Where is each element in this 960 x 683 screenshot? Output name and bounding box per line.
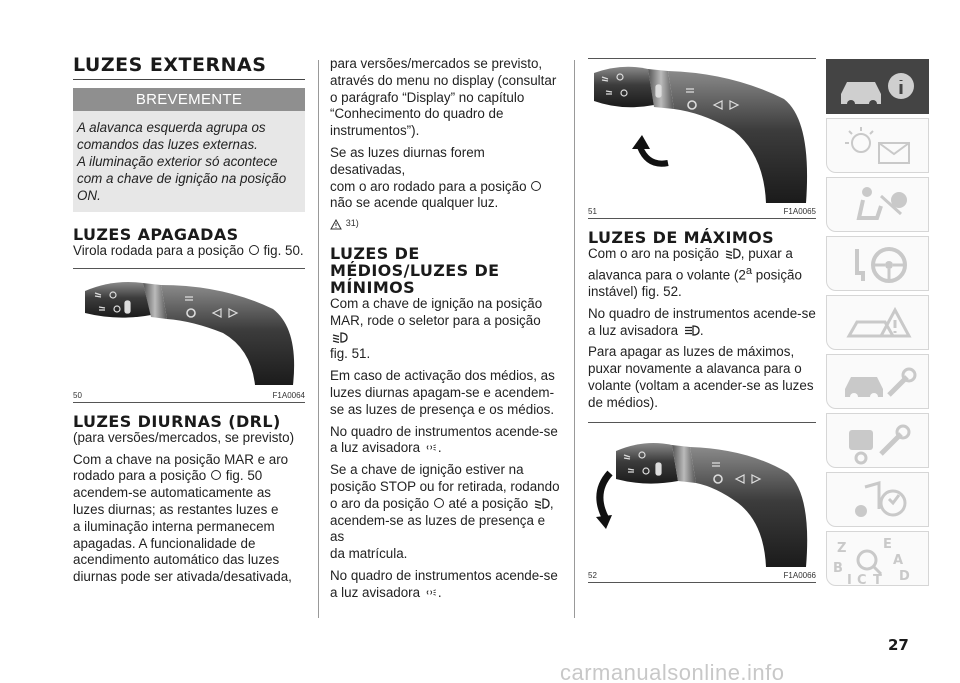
- tab-safety[interactable]: [826, 177, 929, 232]
- figure-number: 52: [588, 570, 597, 580]
- light-stalk-illustration: [588, 59, 816, 207]
- text-line: [588, 263, 816, 284]
- off-position-icon: [211, 470, 221, 480]
- text-line: através do menu no display (consultar: [330, 72, 557, 88]
- airbag-seat-icon: [827, 178, 930, 233]
- column-divider: [318, 60, 319, 618]
- figure-50: [73, 268, 305, 403]
- text-run: até a posição: [448, 495, 529, 511]
- watermark: carmanualsonline.info: [560, 660, 785, 683]
- figure-code: F1A0065: [783, 207, 816, 216]
- text-run: Virola rodada para a posição: [73, 243, 244, 258]
- text-run: Com o aro na posição: [588, 246, 720, 261]
- svg-text:E: E: [883, 537, 892, 552]
- svg-text:C: C: [857, 573, 867, 587]
- diurnas-continued: [330, 56, 562, 235]
- text-run: fig. 50: [225, 468, 263, 484]
- figure-52: [588, 422, 816, 583]
- diurnas-text: [73, 430, 305, 586]
- text-line: de médios).: [588, 394, 658, 410]
- diurnas-title: LUZES DIURNAS (DRL): [73, 411, 281, 431]
- column-1: [73, 56, 305, 586]
- brevemente-line: comandos das luzes externas.: [77, 137, 258, 152]
- text-run: MAR, rode o seletor para a posição: [330, 312, 541, 328]
- svg-text:T: T: [873, 573, 882, 587]
- figure-number: 50: [73, 390, 82, 400]
- brevemente-text: [73, 111, 305, 204]
- note-line: [330, 215, 562, 235]
- brevemente-line: com a chave de ignição na posição: [77, 171, 287, 186]
- maximos-text: [588, 246, 816, 412]
- svg-text:I: I: [847, 573, 852, 587]
- text-line: não se acende qualquer luz.: [330, 195, 499, 211]
- text-line: a luz avisadora .: [588, 322, 704, 338]
- figure-51: [588, 58, 816, 219]
- text-line: diurnas pode ser ativada/desativada,: [73, 569, 292, 585]
- specifications-icon: [827, 414, 930, 469]
- section-title: LUZES EXTERNAS: [73, 54, 267, 76]
- stalk-svg: [588, 59, 816, 207]
- high-beam-icon: [684, 325, 700, 336]
- text-line: instável) fig. 52.: [588, 284, 682, 300]
- column-3: [588, 56, 816, 583]
- text-line: [330, 179, 562, 196]
- note-reference[interactable]: 31): [345, 218, 359, 229]
- chapter-tabs: [826, 59, 929, 590]
- tab-car-info[interactable]: [826, 59, 929, 114]
- low-beam-icon: [332, 332, 348, 343]
- text-line: acendimento automático das luzes: [73, 552, 280, 568]
- svg-text:D: D: [899, 569, 910, 584]
- svg-text:B: B: [833, 561, 843, 576]
- text-line: Em caso de activação dos médios, as: [330, 368, 555, 384]
- text-line: posição STOP ou for retirada, rodando: [330, 478, 560, 494]
- text-line: [330, 313, 562, 347]
- text-run: a luz avisadora: [588, 322, 679, 338]
- text-line: No quadro de instrumentos acende-se: [588, 305, 816, 321]
- tab-emergency[interactable]: [826, 295, 929, 350]
- brevemente-line: ON.: [77, 188, 101, 203]
- text-line: o parágrafo “Display” no capítulo: [330, 89, 525, 105]
- medios-text: [330, 296, 562, 602]
- text-line: se as luzes de presença e os médios.: [330, 401, 555, 417]
- text-line: Para apagar as luzes de máximos,: [588, 344, 795, 360]
- text-run: posição: [755, 267, 802, 283]
- column-2: [330, 56, 562, 602]
- figure-caption: [588, 207, 816, 219]
- text-line: No quadro de instrumentos acende-se: [330, 423, 558, 439]
- figure-caption: [73, 391, 305, 403]
- text-line: da matrícula.: [330, 546, 408, 562]
- text-run: a luz avisadora: [330, 584, 421, 600]
- apagadas-text: [73, 243, 305, 260]
- text-run: com o aro rodado para a posição: [330, 178, 527, 194]
- text-line: o aro da posição até a posição ,: [330, 495, 554, 511]
- figure-code: F1A0064: [272, 390, 305, 400]
- text-line: [73, 468, 305, 485]
- text-line: fig. 51.: [330, 346, 371, 362]
- position-lights-icon: [426, 587, 438, 598]
- dashboard-lights-icon: [827, 119, 930, 174]
- text-line: volante (voltam a acender-se as luzes: [588, 378, 814, 394]
- title-line: LUZES DE: [330, 243, 420, 263]
- svg-text:A: A: [893, 553, 904, 568]
- text-line: No quadro de instrumentos acende-se: [330, 567, 558, 583]
- warning-breakdown-icon: [827, 296, 930, 351]
- text-line: apagadas. A funcionalidade de: [73, 535, 256, 551]
- text-line: Com a chave na posição MAR e aro: [73, 451, 289, 467]
- tab-dashboard-lights[interactable]: [826, 118, 929, 173]
- page-number: 27: [888, 636, 909, 654]
- figure-caption: [588, 571, 816, 583]
- text-line: luzes diurnas apagam-se e acendem-: [330, 384, 555, 400]
- tab-technical-data[interactable]: [826, 413, 929, 468]
- apagadas-title: LUZES APAGADAS: [73, 225, 239, 244]
- text-line: instrumentos”).: [330, 123, 420, 139]
- text-line: [588, 246, 816, 263]
- text-line: acendem-se as luzes de presença e as: [330, 512, 546, 545]
- light-stalk-illustration: [588, 423, 816, 571]
- stalk-svg: [588, 423, 816, 571]
- column-divider: [574, 60, 575, 618]
- text-line: Se as luzes diurnas forem desativadas,: [330, 144, 485, 177]
- text-line: Se a chave de ignição estiver na: [330, 462, 524, 478]
- tab-maintenance[interactable]: [826, 354, 929, 409]
- text-run: o aro da posição: [330, 495, 430, 511]
- text-run: , puxar a: [740, 246, 793, 261]
- steering-key-icon: [827, 237, 930, 292]
- off-position-icon: [434, 498, 444, 508]
- tab-index[interactable]: [826, 531, 929, 586]
- text-run: rodado para a posição: [73, 468, 207, 484]
- text-line: para versões/mercados se previsto,: [330, 56, 543, 71]
- figure-code: F1A0066: [783, 570, 816, 580]
- car-info-icon: [827, 60, 930, 115]
- brevemente-line: A iluminação exterior só acontece: [77, 154, 278, 169]
- title-rule: [73, 79, 305, 80]
- text-run: fig. 50.: [263, 243, 304, 258]
- position-lights-icon: [426, 442, 438, 453]
- stalk-svg: [73, 269, 305, 391]
- text-line: “Conhecimento do quadro de: [330, 106, 504, 122]
- tab-starting-driving[interactable]: [826, 236, 929, 291]
- low-beam-icon: [534, 498, 550, 509]
- multimedia-icon: [827, 473, 930, 528]
- brevemente-line: A alavanca esquerda agrupa os: [77, 120, 266, 135]
- text-line: a luz avisadora .: [330, 584, 442, 600]
- medios-title: [330, 245, 562, 296]
- figure-number: 51: [588, 207, 597, 216]
- text-run: a luz avisadora: [330, 440, 421, 456]
- text-line: (para versões/mercados, se previsto): [73, 429, 295, 445]
- warning-triangle-icon: [330, 219, 342, 230]
- text-line: Com a chave de ignição na posição: [330, 295, 543, 311]
- superscript: a: [745, 264, 753, 277]
- car-service-icon: [827, 355, 930, 410]
- title-line: MÉDIOS/LUZES DE: [330, 260, 500, 280]
- off-position-icon: [531, 181, 541, 191]
- text-line: luzes diurnas; as restantes luzes e: [73, 501, 279, 517]
- text-line: puxar novamente a alavanca para o: [588, 361, 802, 377]
- maximos-title: LUZES DE MÁXIMOS: [588, 228, 775, 247]
- brevemente-header: BREVEMENTE: [73, 88, 305, 111]
- text-line: a iluminação interna permanecem: [73, 518, 275, 534]
- off-position-icon: [249, 245, 259, 255]
- text-line: a luz avisadora .: [330, 440, 442, 456]
- text-line: acendem-se automaticamente as: [73, 485, 271, 501]
- alphabetical-index-icon: [827, 532, 930, 587]
- svg-text:Z: Z: [837, 541, 847, 556]
- low-beam-icon: [725, 248, 741, 259]
- title-line: MÍNIMOS: [330, 277, 416, 297]
- brevemente-box: [73, 88, 305, 212]
- light-stalk-illustration: [73, 269, 305, 391]
- text-run: alavanca para o volante (2: [588, 267, 746, 283]
- tab-multimedia[interactable]: [826, 472, 929, 527]
